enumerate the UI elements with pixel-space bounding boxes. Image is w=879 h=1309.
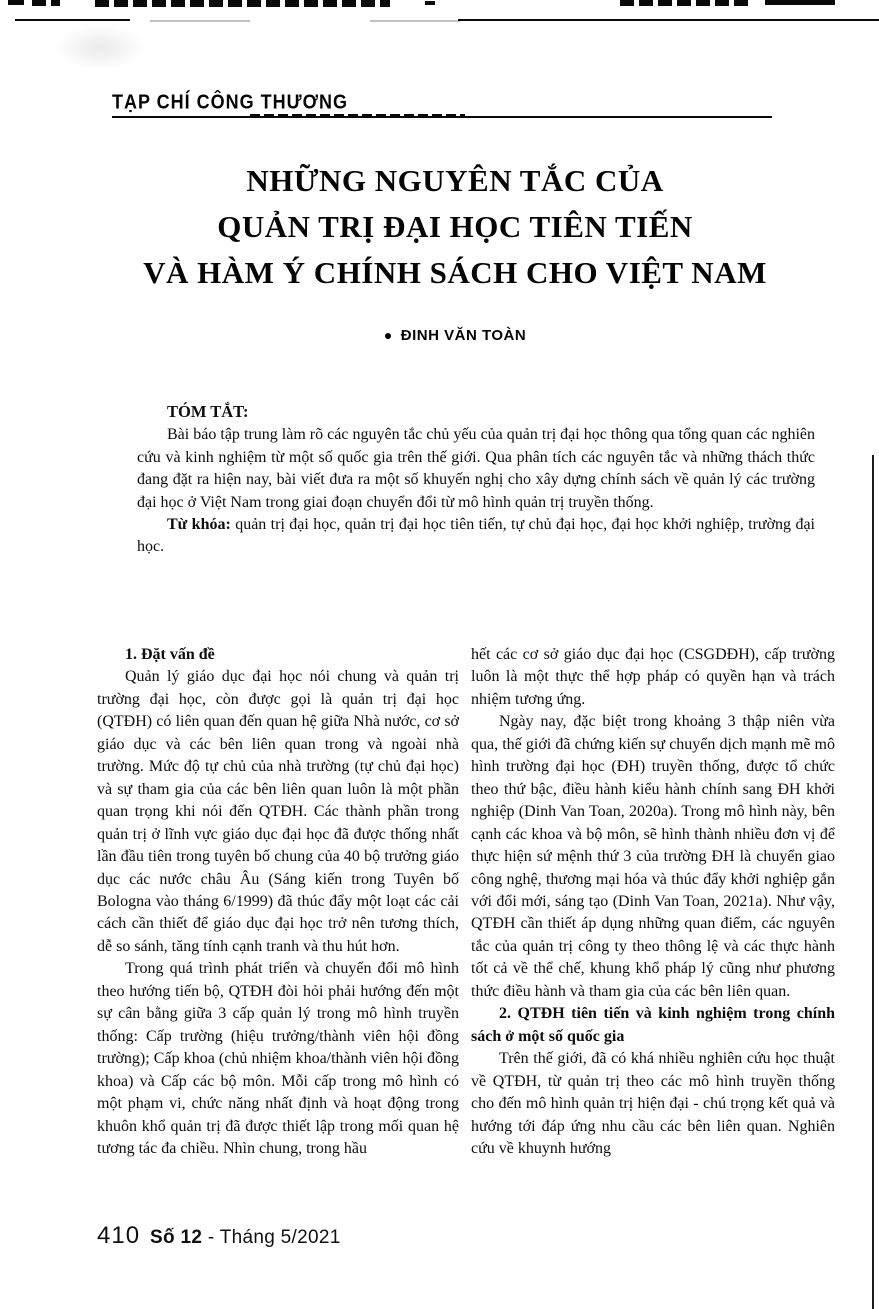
section-heading-1: 1. Đặt vấn đề [125,646,215,663]
body-column-left [97,644,459,1160]
scan-artifact-line [150,20,250,22]
left-paragraph-1: Quản lý giáo dục đại học nói chung và quản trị trường đại học, còn được gọi là quản trị đại học (QTĐH) có liên quan đến quan hệ giữa Nhà nước, cơ sở giáo dục và các bên liên quan trong và ngoài nhà trường. Mức độ tự chủ của nhà trường (tự chủ đại học) và sự tham gia của các bên liên quan luôn là một phần quan trọng khi nói đến QTĐH. Các thành phần trong quản trị ở lĩnh vực giáo dục đại học đã được thống nhất lần đầu tiên trong tuyên bố chung của 40 bộ trưởng giáo dục các nước châu Âu (Sáng kiến trong Tuyên bố Bologna vào tháng 6/1999) đã thúc đẩy một loạt các cải cách cần thiết để giáo dục đại học trở nên tương thích, dễ so sánh, tăng tính cạnh tranh và thu hút hơn. [97,668,459,955]
abstract-heading: TÓM TẮT: [167,402,249,421]
author-name: ĐINH VĂN TOÀN [400,327,527,344]
abstract-section [137,401,815,559]
article-title [60,158,850,296]
scan-artifact-line [458,19,879,21]
scan-artifact-bar [95,0,390,7]
keywords-label: Từ khóa: [167,516,231,534]
scan-artifact-bar [8,0,24,5]
abstract-keywords [137,514,815,559]
right-paragraph-3: Trên thế giới, đã có khá nhiều nghiên cứu học thuật về QTĐH, từ quản trị theo các mô hình truyền thống cho đến mô hình quản trị hiện đại - chú trọng kết quả và hướng tới đáp ứng nhu cầu các bên liên quan. Nghiên cứu về khuynh hướng [471,1050,835,1157]
page-number: 410 [97,1222,141,1249]
article-title-line1: NHỮNG NGUYÊN TẮC CỦA [246,163,664,198]
abstract-body: Bài báo tập trung làm rõ các nguyên tắc chủ yếu của quản trị đại học thông qua tổng quan các nghiên cứu và kinh nghiệm từ một số quốc gia trên thế giới. Qua phân tích các nguyên tắc và những thách thức đang đặt ra hiện nay, bài viết đưa ra một số khuyến nghị cho xây dựng chính sách về quản lý các trường đại học ở Việt Nam trong giai đoạn chuyển đổi từ mô hình quản trị truyền thống. [137,426,815,511]
body-column-right [471,644,835,1160]
scan-artifact-bar [620,0,752,6]
scan-artifact-line [370,20,460,22]
issue-label: Số 12 [150,1227,203,1248]
issue-date: - Tháng 5/2021 [207,1227,341,1248]
author-bullet-icon: ● [383,327,393,343]
right-paragraph-2: Ngày nay, đặc biệt trong khoảng 3 thập niên vừa qua, thế giới đã chứng kiến sự chuyển dịch mạnh mẽ mô hình trường đại học (ĐH) truyền thống, được tổ chức theo thứ bậc, điều hành kiểu hành chính sang ĐH khởi nghiệp (Dinh Van Toan, 2020a). Trong mô hình này, bên cạnh các khoa và bộ môn, sẽ hình thành nhiều đơn vị để thực hiện sứ mệnh thứ 3 của trường ĐH là chuyển giao công nghệ, thương mại hóa và thúc đẩy khởi nghiệp gắn với đổi mới, sáng tạo (Dinh Van Toan, 2021a). Như vậy, QTĐH cần thiết áp dụng những quan điểm, các nguyên tắc của quản trị công ty theo thông lệ và các thực hành tốt cả về thể chế, khung khổ pháp lý cũng như phương thức điều hành và tham gia của các bên liên quan. [471,713,835,1000]
scan-artifact-page-edge [872,455,874,1309]
scan-artifact-bar [425,1,435,5]
right-paragraph-1: hết các cơ sở giáo dục đại học (CSGDĐH), cấp trường luôn là một thực thể hợp pháp có quyền hạn và trách nhiệm tương ứng. [471,646,835,708]
article-title-line2: QUẢN TRỊ ĐẠI HỌC TIÊN TIẾN [217,209,693,244]
masthead-rule-dash [250,114,465,118]
page-footer [97,1222,341,1250]
left-paragraph-2: Trong quá trình phát triển và chuyển đổi mô hình theo hướng tiến bộ, QTĐH đòi hỏi phải hướng đến một sự cân bằng giữa 3 cấp quản lý trong mô hình truyền thống: Cấp trường (hiệu trưởng/thành viên hội đồng trường); Cấp khoa (chủ nhiệm khoa/thành viên hội đồng khoa) và Cấp các bộ môn. Mỗi cấp trong mô hình có một phạm vi, chức năng nhất định và hoạt động trong khuôn khổ quản trị đã được thiết lập trong mối quan hệ tương tác đa chiều. Nhìn chung, trong hầu [97,960,459,1157]
section-heading-2: 2. QTĐH tiên tiến và kinh nghiệm trong chính sách ở một số quốc gia [471,1005,835,1045]
author-line [60,327,850,344]
keywords-text: quản trị đại học, quản trị đại học tiên tiến, tự chủ đại học, đại học khởi nghiệp, trường đại học. [137,516,815,556]
journal-masthead: TẠP CHÍ CÔNG THƯƠNG [112,90,348,113]
scan-artifact-bar [32,0,60,6]
scan-smudge [55,25,145,70]
scan-artifact-line [15,19,130,21]
scan-artifact-bar [765,0,835,5]
article-title-line3: VÀ HÀM Ý CHÍNH SÁCH CHO VIỆT NAM [143,255,767,290]
